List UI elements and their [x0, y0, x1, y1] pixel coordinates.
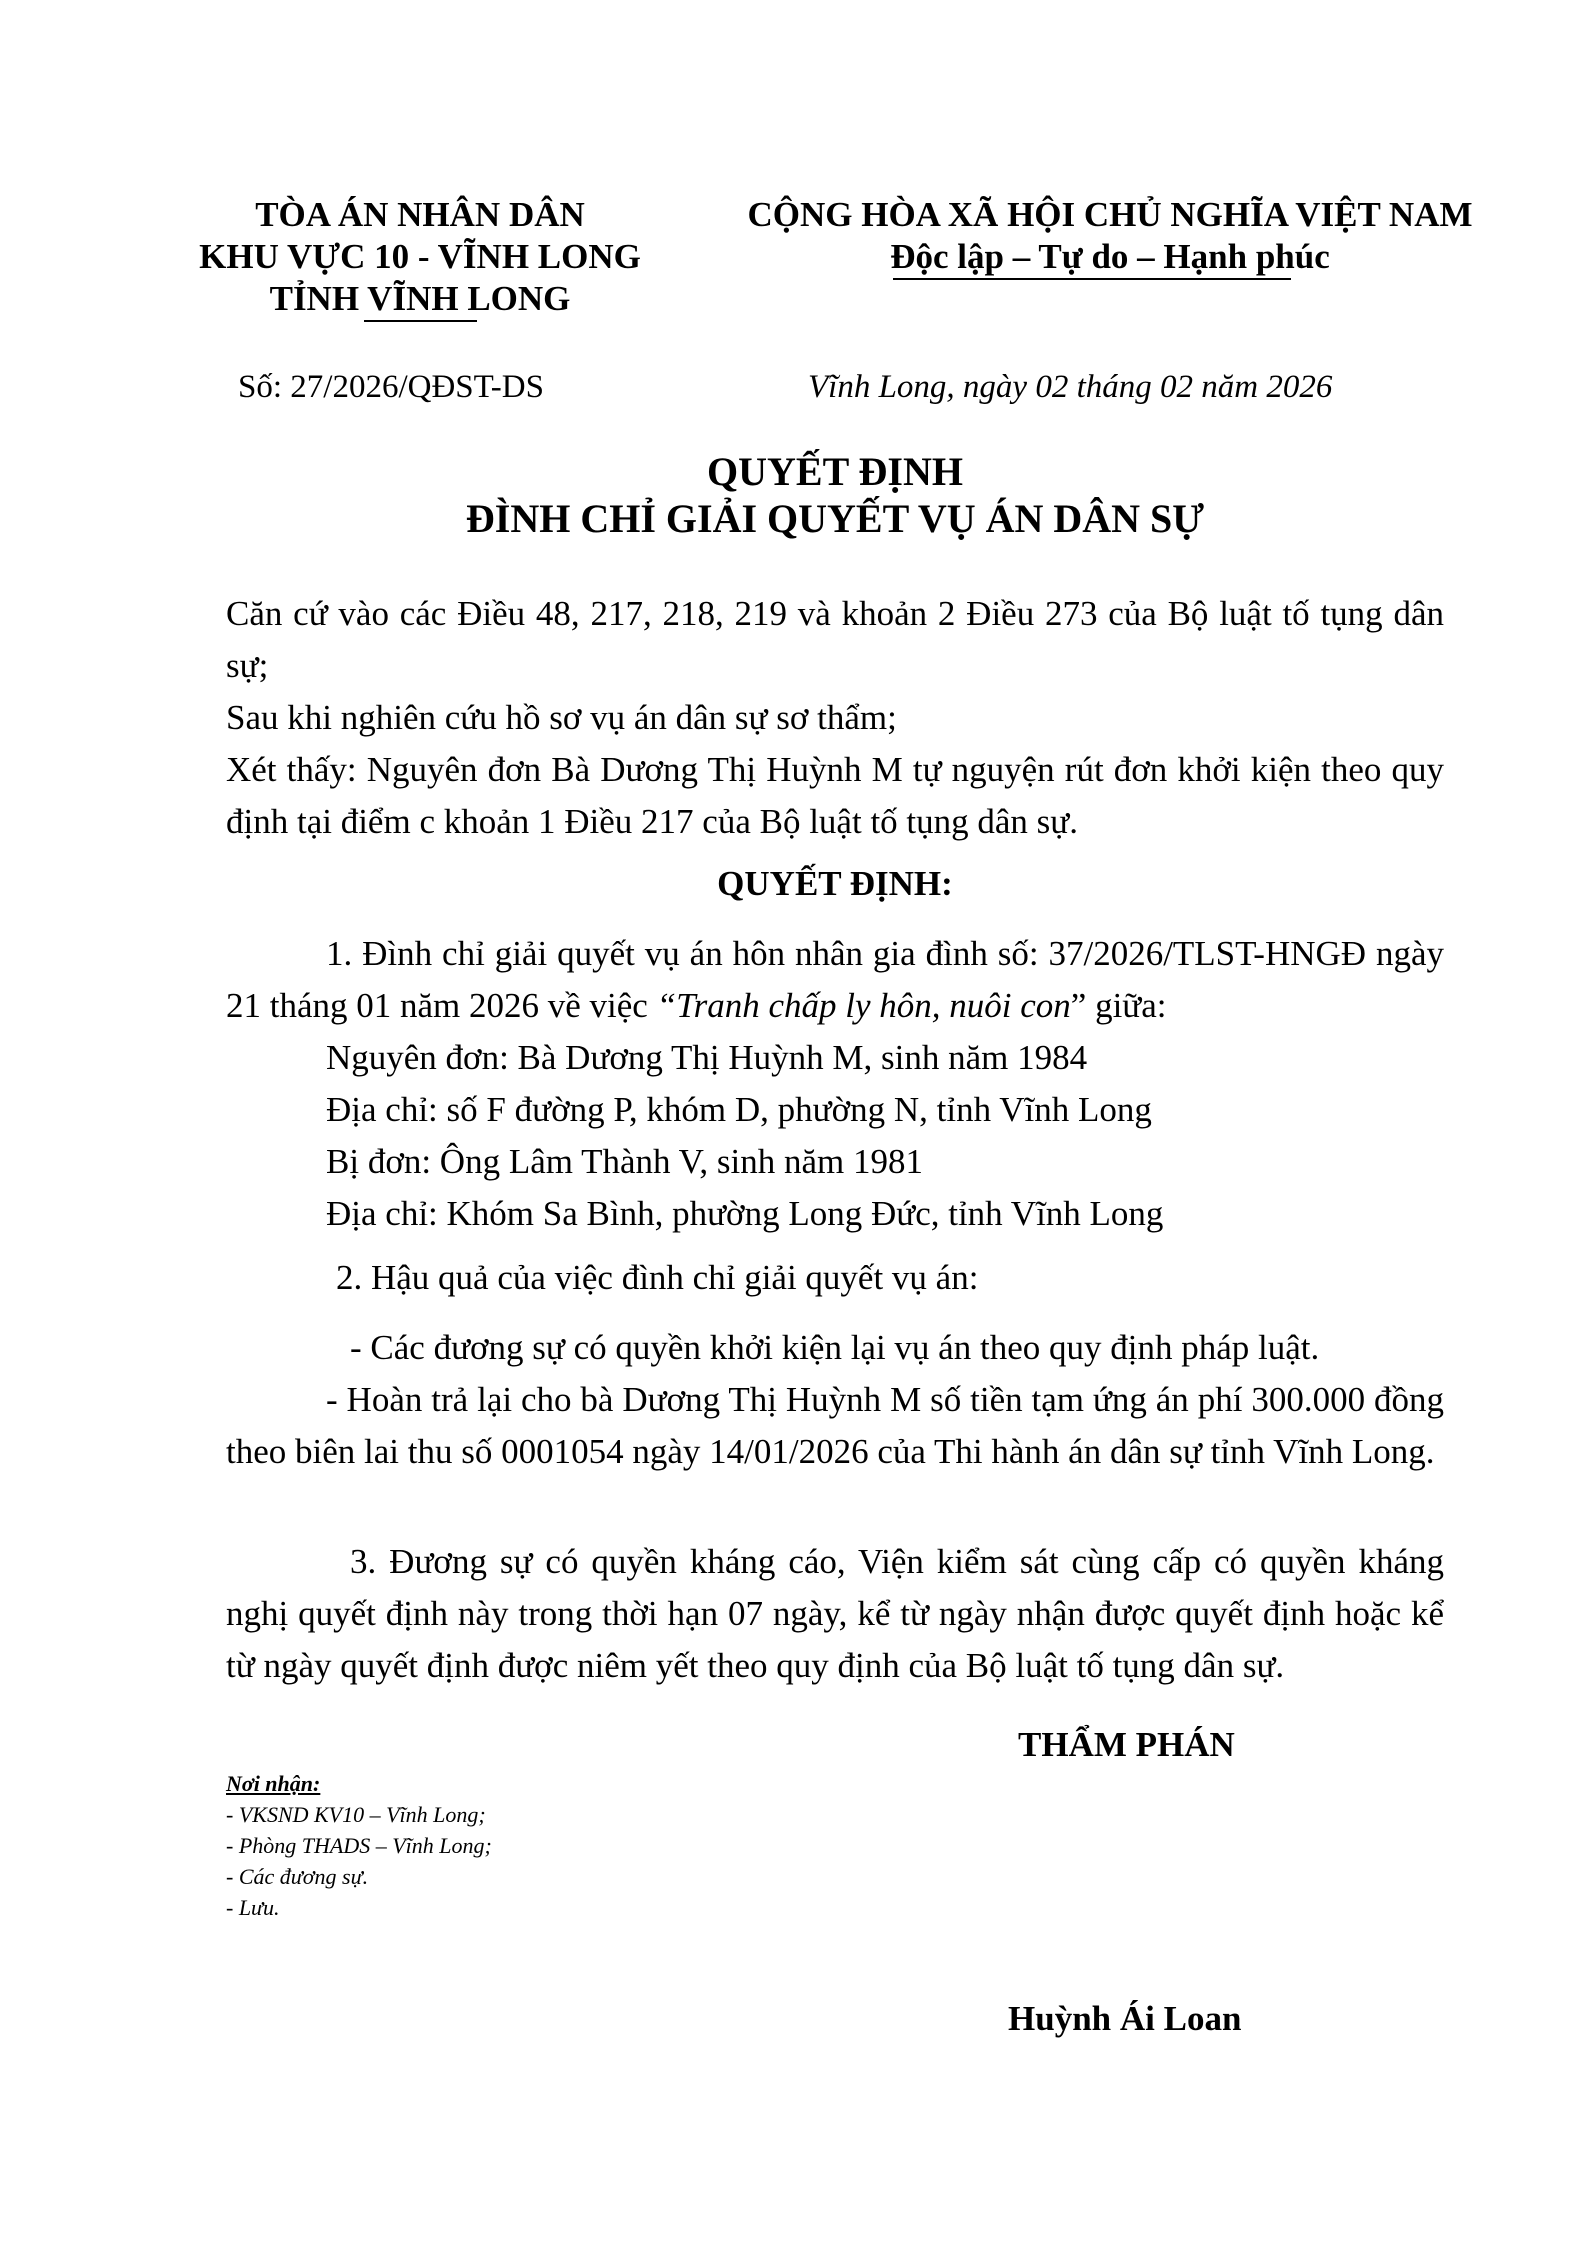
recipient-item: - Lưu. [226, 1895, 280, 1920]
court-name-line3: TỈNH VĨNH LONG [269, 279, 571, 318]
defendant-address: Địa chỉ: Khóm Sa Bình, phường Long Đức, tỉnh Vĩnh Long [326, 1194, 1164, 1233]
recipients-block [226, 1768, 492, 1923]
preamble-review: Sau khi nghiên cứu hồ sơ vụ án dân sự sơ thẩm; [226, 698, 897, 737]
plaintiff: Nguyên đơn: Bà Dương Thị Huỳnh M, sinh năm 1984 [326, 1038, 1088, 1077]
document-title [226, 448, 1444, 542]
parties-block [326, 1032, 1444, 1240]
nation-motto: Độc lập – Tự do – Hạnh phúc [890, 237, 1330, 276]
recipient-item: - Các đương sự. [226, 1864, 369, 1889]
preamble [226, 588, 1444, 848]
court-name-block [150, 194, 690, 320]
preamble-consideration: Xét thấy: Nguyên đơn Bà Dương Thị Huỳnh M tự nguyện rút đơn khởi kiện theo quy định tại điểm c khoản 1 Điều 217 của Bộ luật tố tụng dân sự. [226, 750, 1444, 841]
item2-bullet2: - Hoàn trả lại cho bà Dương Thị Huỳnh M số tiền tạm ứng án phí 300.000 đồng theo biên lai thu số 0001054 ngày 14/01/2026 của Thi hành án dân sự tỉnh Vĩnh Long. [226, 1380, 1444, 1471]
preamble-legal-basis: Căn cứ vào các Điều 48, 217, 218, 219 và khoản 2 Điều 273 của Bộ luật tố tụng dân sự; [226, 594, 1444, 685]
recipient-item: - VKSND KV10 – Vĩnh Long; [226, 1802, 486, 1827]
recipient-item: - Phòng THADS – Vĩnh Long; [226, 1833, 492, 1858]
defendant: Bị đơn: Ông Lâm Thành V, sinh năm 1981 [326, 1142, 923, 1181]
plaintiff-address: Địa chỉ: số F đường P, khóm D, phường N, tỉnh Vĩnh Long [326, 1090, 1152, 1129]
document-date: Vĩnh Long, ngày 02 tháng 02 năm 2026 [808, 369, 1333, 405]
national-motto-block [690, 194, 1530, 278]
court-name-line2: KHU VỰC 10 - VĨNH LONG [199, 237, 641, 276]
item3-paragraph: 3. Đương sự có quyền kháng cáo, Viện kiểm sát cùng cấp có quyền kháng nghị quyết định này trong thời hạn 07 ngày, kể từ ngày nhận được quyết định hoặc kể từ ngày quyết định được niêm yết theo quy định của Bộ luật tố tụng dân sự. [226, 1542, 1444, 1685]
item2-heading: 2. Hậu quả của việc đình chỉ giải quyết vụ án: [336, 1258, 979, 1297]
title-line1: QUYẾT ĐỊNH [707, 449, 963, 494]
title-line2: ĐÌNH CHỈ GIẢI QUYẾT VỤ ÁN DÂN SỰ [465, 496, 1205, 541]
item1-text-a: 1. Đình chỉ giải quyết vụ án hôn nhân gia đình số: 37/2026/TLST-HNGĐ ngày 21 tháng 01 năm 2026 về việc [226, 934, 1444, 1025]
signature-title: THẨM PHÁN [1018, 1725, 1235, 1764]
signer-name: Huỳnh Ái Loan [1008, 1999, 1242, 2038]
motto-underline [893, 278, 1291, 280]
nation-name: CỘNG HÒA XÃ HỘI CHỦ NGHĨA VIỆT NAM [747, 195, 1473, 234]
item1-text-b: ” giữa: [1070, 986, 1167, 1025]
decision-heading: QUYẾT ĐỊNH: [717, 864, 953, 903]
item1-paragraph [226, 928, 1444, 1032]
court-name-line1: TÒA ÁN NHÂN DÂN [255, 195, 585, 234]
court-name-underline [364, 320, 477, 322]
item2-bullet1: - Các đương sự có quyền khởi kiện lại vụ án theo quy định pháp luật. [350, 1328, 1320, 1367]
item1-case-type: “Tranh chấp ly hôn, nuôi con [656, 986, 1071, 1025]
recipients-heading: Nơi nhận: [226, 1771, 321, 1796]
document-number: Số: 27/2026/QĐST-DS [238, 369, 544, 405]
